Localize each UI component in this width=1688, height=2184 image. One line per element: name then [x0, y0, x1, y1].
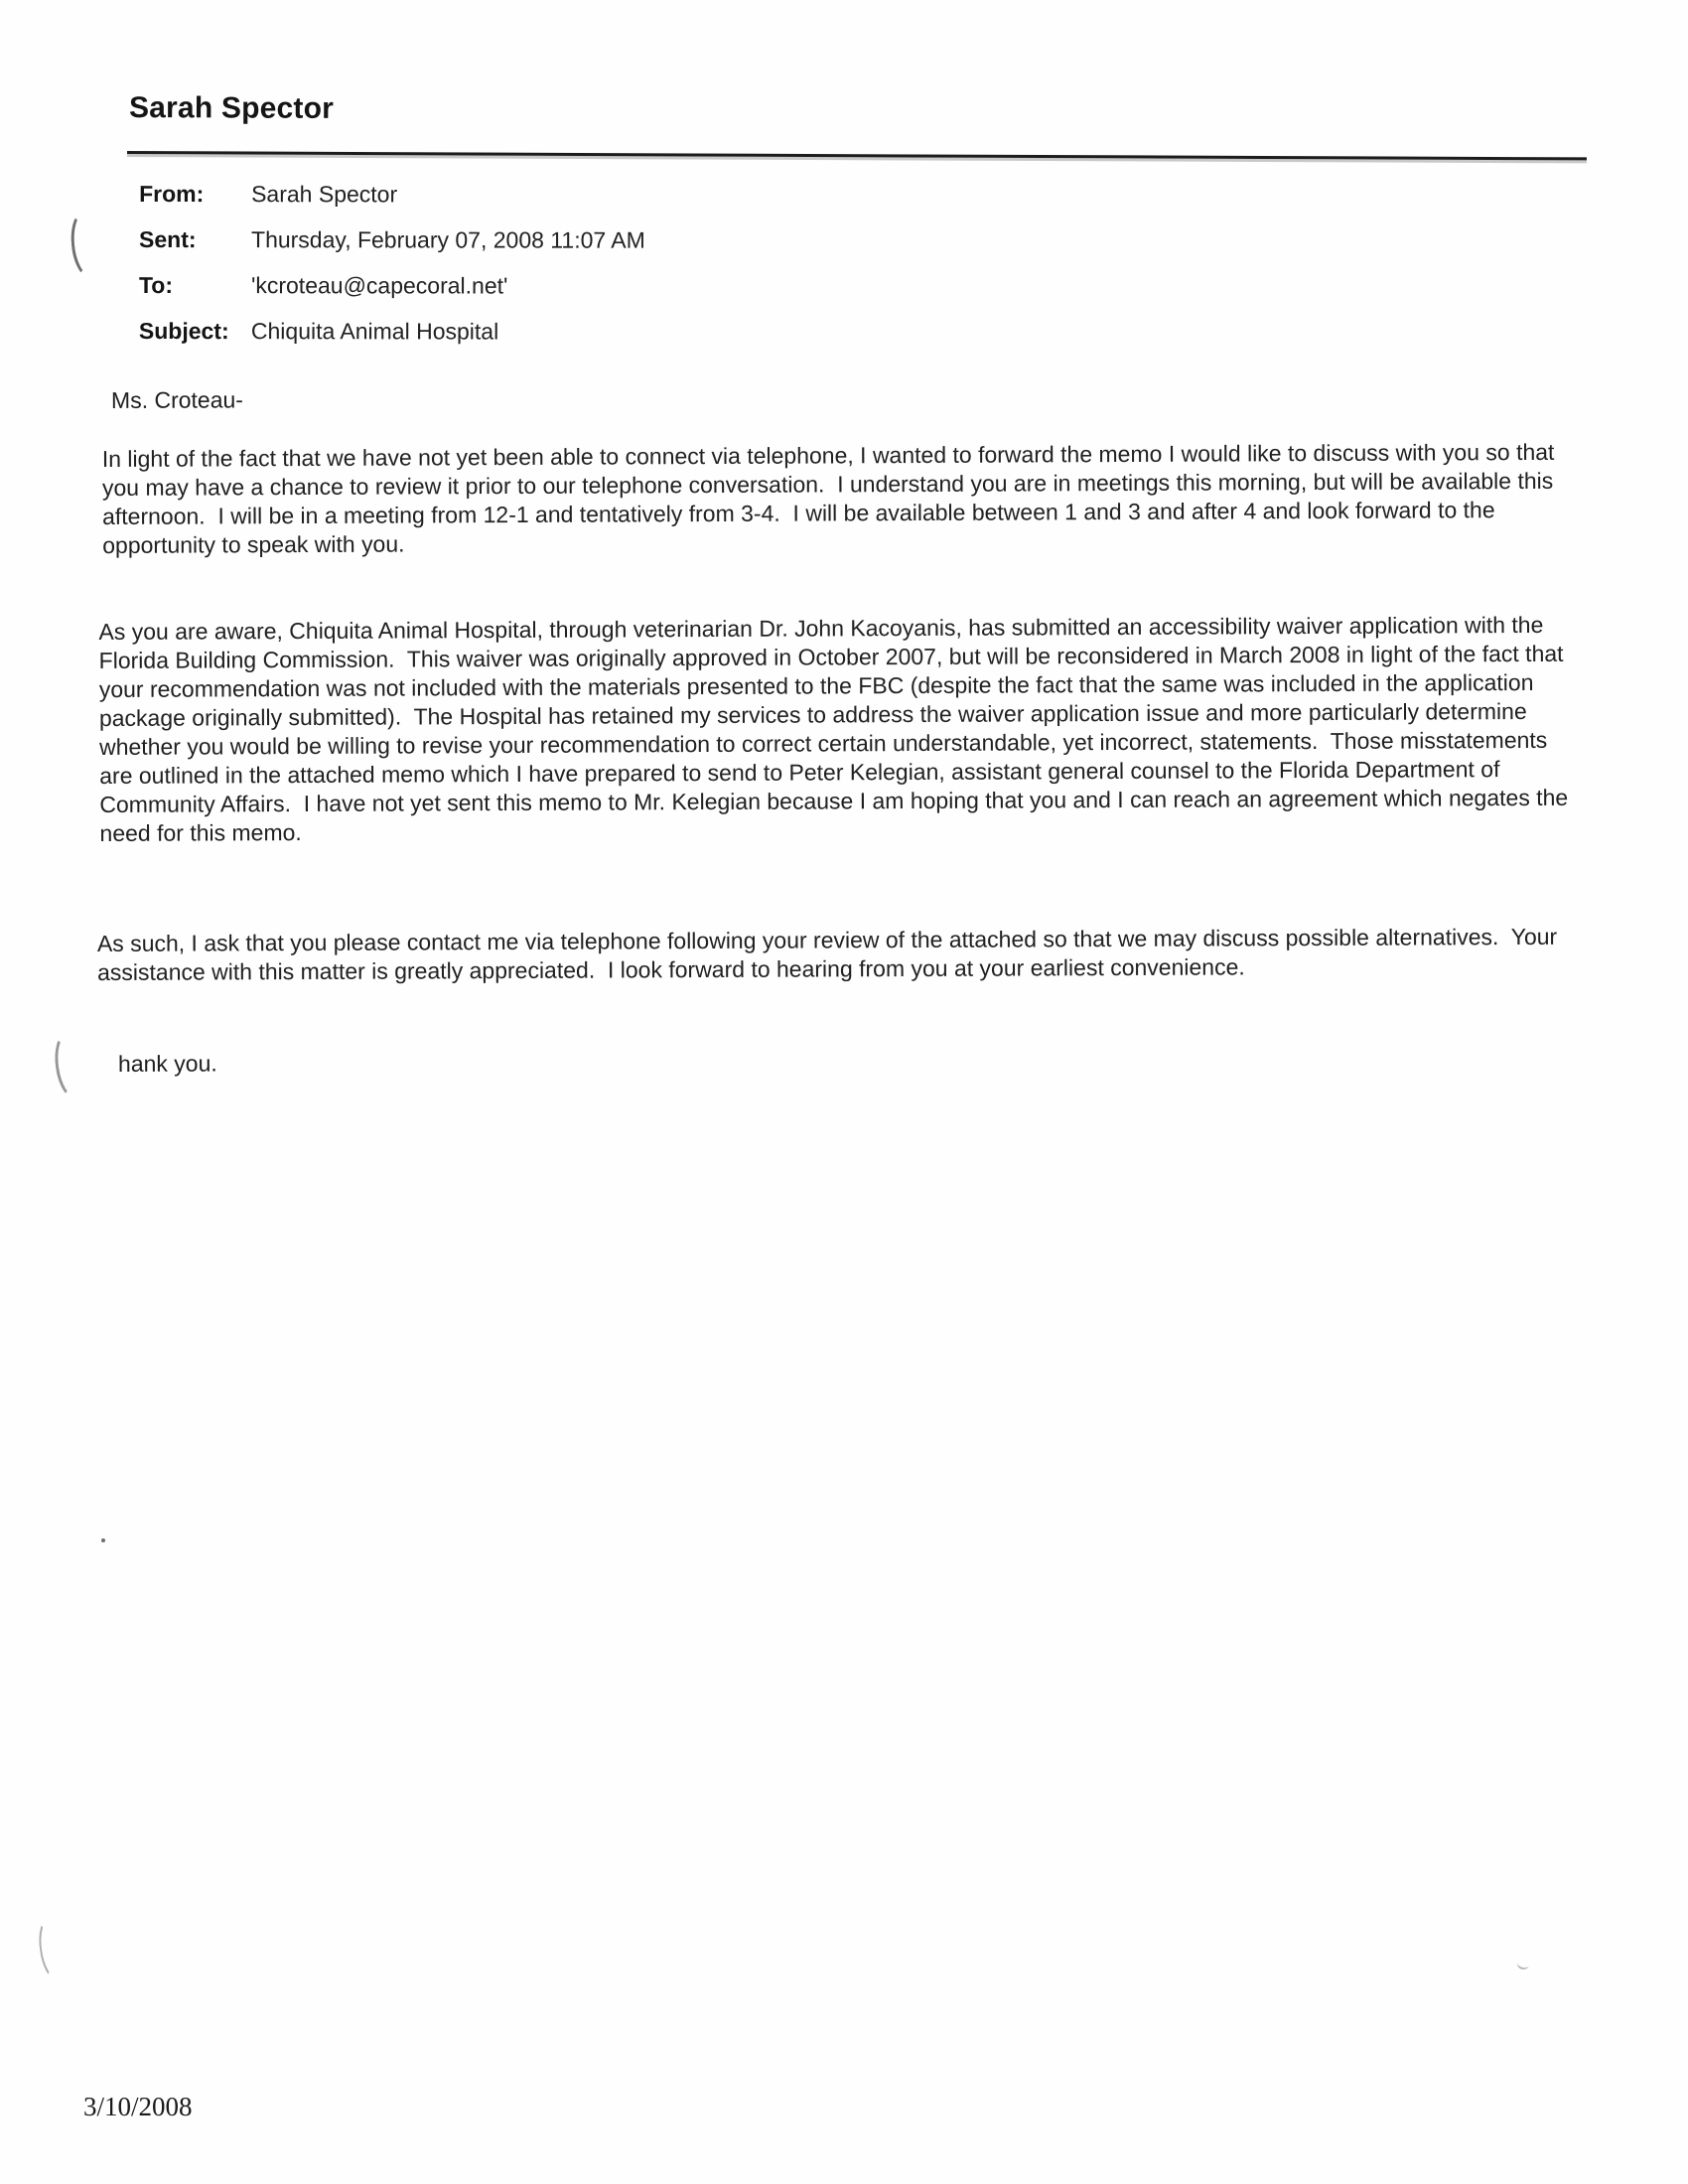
scan-artifact-dot: [101, 1538, 105, 1542]
body-paragraph-3: As such, I ask that you please contact me via telephone following your review of the attached so that we may discuss possible alternatives. Your assistance with this matter is greatly appreciated. I look forward to hearing from you at your earliest convenience.: [96, 923, 1564, 985]
header-subject-label: Subject:: [138, 317, 229, 345]
header-sent-value: Thursday, February 07, 2008 11:07 AM: [251, 226, 645, 253]
header-to-label: To:: [138, 272, 174, 299]
scan-artifact-squiggle: [1516, 1958, 1530, 1971]
greeting-text: Ms. Croteau-: [110, 386, 243, 413]
closing-text: hank you.: [117, 1050, 217, 1077]
footer-date: 3/10/2008: [83, 2092, 193, 2121]
scan-artifact-paren-2: [52, 1031, 90, 1100]
body-paragraph-2: As you are aware, Chiquita Animal Hospital, through veterinarian Dr. John Kacoyanis, has submitted an accessibility waiver application with the Florida Building Commission. This waiver was originally approved in October 2007, but will be reconsidered in March 2008 in light of the fact that your recommendation was not included with the materials presented to the FBC (despite the fact that the same was included in the application package originally submitted). The Hospital has retained my services to address the waiver application issue and more particularly determine whether you would be willing to revise your recommendation to correct certain understandable, yet incorrect, statements. Those misstatements are outlined in the attached memo which I have prepared to send to Peter Kelegian, assistant general counsel to the Florida Department of Community Affairs. I have not yet sent this memo to Mr. Kelegian because I am hoping that you and I can reach an agreement which negates the need for this memo.: [98, 611, 1575, 846]
header-from-label: From:: [139, 181, 205, 208]
header-to-value: 'kcroteau@capecoral.net': [250, 272, 508, 299]
email-header: [139, 179, 645, 347]
title-underline-rule: [127, 151, 1587, 160]
header-sent-label: Sent:: [139, 226, 197, 253]
header-subject-value: Chiquita Animal Hospital: [250, 318, 499, 345]
body-paragraph-1: In light of the fact that we have not yet been able to connect via telephone, I wanted to forward the memo I would like to discuss with you so that you may have a chance to review it prior to our telephone conversation. I understand you are in meetings this morning, but will be available this afternoon. I will be in a meeting from 12-1 and tentatively from 3-4. I will be available between 1 and 3 and after 4 and look forward to the opportunity to speak with you.: [101, 438, 1561, 558]
page-title: Sarah Spector: [128, 91, 335, 125]
scan-artifact-paren-3: [36, 1915, 71, 1981]
scan-artifact-paren-1: [69, 210, 107, 280]
header-from-value: Sarah Spector: [251, 181, 398, 208]
